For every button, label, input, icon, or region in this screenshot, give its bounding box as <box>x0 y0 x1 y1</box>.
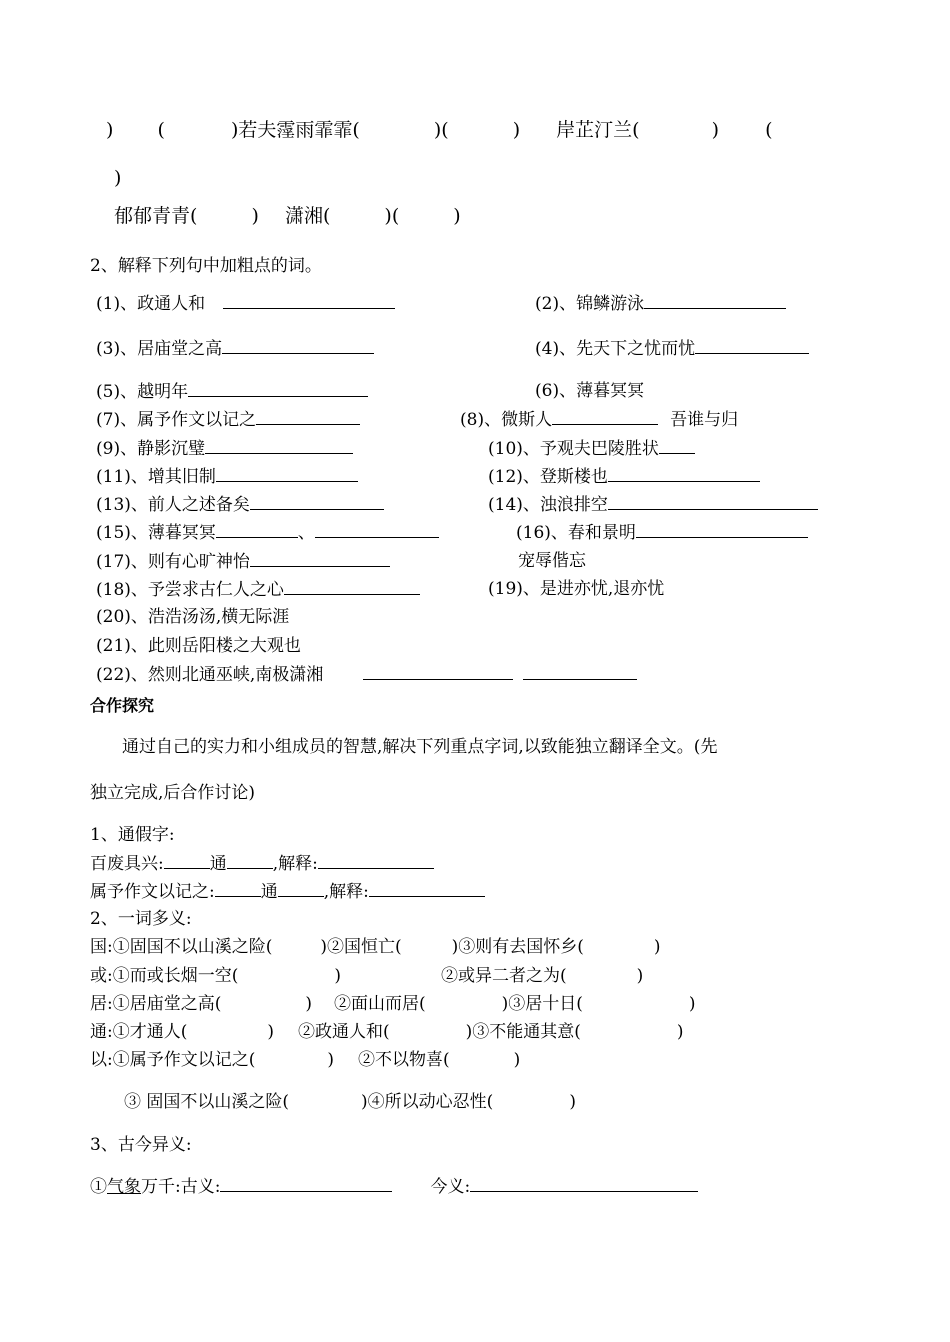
top-line-3: 郁郁青青( ) 潇湘( )( ) <box>114 205 461 227</box>
tongjia-title: 1、通假字: <box>90 825 175 845</box>
yi-line-1: 以:①属予作文以记之( ) ②不以物喜( ) <box>90 1050 521 1070</box>
answer-blank[interactable] <box>363 664 513 680</box>
yici-title: 2、一词多义: <box>90 909 192 929</box>
answer-blank[interactable] <box>659 438 695 454</box>
item-3: (3)、居庙堂之高 <box>96 338 374 359</box>
answer-blank[interactable] <box>215 881 261 897</box>
answer-blank[interactable] <box>369 881 485 897</box>
item-5: (5)、越明年 <box>96 381 368 402</box>
answer-blank[interactable] <box>216 466 358 482</box>
gujin-title: 3、古今异义: <box>90 1135 192 1155</box>
answer-blank[interactable] <box>188 381 368 397</box>
item-18: (18)、予尝求古仁人之心 <box>96 579 420 600</box>
answer-blank[interactable] <box>164 853 210 869</box>
item-2: (2)、锦鳞游泳 <box>535 293 786 314</box>
item-14: (14)、浊浪排空 <box>488 494 818 515</box>
tong-line: 通:①才通人( ) ②政通人和( )③不能通其意( ) <box>90 1022 684 1042</box>
item-9: (9)、静影沉璧 <box>96 438 353 459</box>
answer-blank[interactable] <box>552 409 658 425</box>
answer-blank[interactable] <box>523 664 637 680</box>
item-15: (15)、薄暮冥冥 、 <box>96 522 439 543</box>
item-10: (10)、予观夫巴陵胜状 <box>488 438 695 459</box>
yi-line-2: ③ 固国不以山溪之险( )④所以动心忍性( ) <box>124 1092 576 1112</box>
answer-blank[interactable] <box>256 409 360 425</box>
coop-intro-2: 独立完成,后合作讨论) <box>90 783 256 803</box>
item-7: (7)、属予作文以记之 <box>96 409 360 430</box>
answer-blank[interactable] <box>222 338 374 354</box>
answer-blank[interactable] <box>227 853 273 869</box>
guo-line: 国:①固国不以山溪之险( )②国恒亡( )③则有去国怀乡( ) <box>90 937 661 957</box>
tongjia-1: 百废具兴: 通 ,解释: <box>90 853 434 874</box>
item-20: (20)、浩浩汤汤,横无际涯 <box>96 607 290 627</box>
answer-blank[interactable] <box>278 881 324 897</box>
item-17b: 宠辱偕忘 <box>518 551 586 571</box>
answer-blank[interactable] <box>250 551 390 567</box>
huo-line: 或:①而或长烟一空( ) ②或异二者之为( ) <box>90 966 644 986</box>
section-2-title: 2、解释下列句中加粗点的词。 <box>90 256 322 276</box>
answer-blank[interactable] <box>315 522 439 538</box>
answer-blank[interactable] <box>220 1176 392 1192</box>
answer-blank[interactable] <box>223 293 395 309</box>
item-17: (17)、则有心旷神怡 <box>96 551 390 572</box>
answer-blank[interactable] <box>636 522 808 538</box>
answer-blank[interactable] <box>644 293 786 309</box>
ju-line: 居:①居庙堂之高( ) ②面山而居( )③居十日( ) <box>90 994 696 1014</box>
answer-blank[interactable] <box>216 522 298 538</box>
item-22: (22)、然则北通巫峡,南极潇湘 <box>96 664 637 685</box>
answer-blank[interactable] <box>250 494 384 510</box>
item-4: (4)、先天下之忧而忧 <box>535 338 809 359</box>
coop-heading: 合作探究 <box>90 696 155 715</box>
item-6: (6)、薄暮冥冥 <box>535 381 645 401</box>
tongjia-2: 属予作文以记之: 通 ,解释: <box>90 881 485 902</box>
item-13: (13)、前人之述备矣 <box>96 494 384 515</box>
answer-blank[interactable] <box>470 1176 698 1192</box>
item-19: (19)、是进亦忧,退亦忧 <box>488 579 665 599</box>
item-11: (11)、增其旧制 <box>96 466 358 487</box>
answer-blank[interactable] <box>318 853 434 869</box>
answer-blank[interactable] <box>284 579 420 595</box>
answer-blank[interactable] <box>205 438 353 454</box>
answer-blank[interactable] <box>695 338 809 354</box>
item-16: (16)、春和景明 <box>516 522 808 543</box>
top-line-1: ) ( )若夫霪雨霏霏( )( ) 岸芷汀兰( ) ( <box>106 119 773 141</box>
answer-blank[interactable] <box>608 466 760 482</box>
gujin-1: ①气象万千:古义: 今义: <box>90 1176 698 1197</box>
item-12: (12)、登斯楼也 <box>488 466 760 487</box>
item-8: (8)、微斯人 吾谁与归 <box>460 410 739 430</box>
item-21: (21)、此则岳阳楼之大观也 <box>96 636 301 656</box>
top-line-2: ) <box>114 167 122 189</box>
item-1: (1)、政通人和 <box>96 293 395 314</box>
answer-blank[interactable] <box>608 494 818 510</box>
coop-intro-1: 通过自己的实力和小组成员的智慧,解决下列重点字词,以致能独立翻译全文。(先 <box>122 737 718 757</box>
